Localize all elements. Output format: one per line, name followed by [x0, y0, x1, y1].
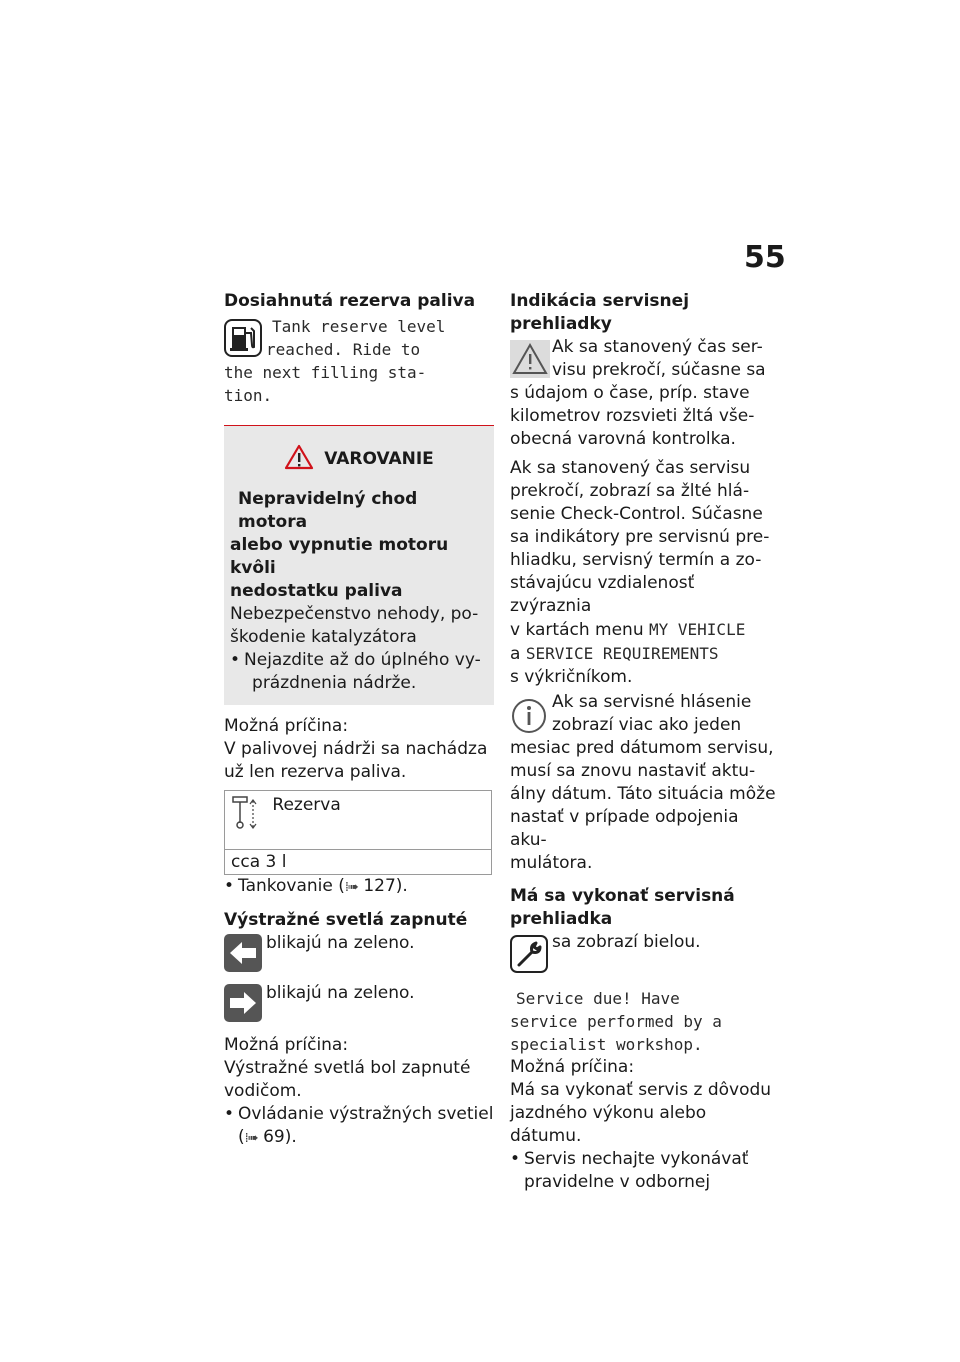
cause-label: Možná príčina:: [510, 1057, 635, 1077]
fuel-reserve-heading: Dosiahnutá rezerva paliva: [224, 291, 476, 311]
hazard-lights-heading: Výstražné svetlá zapnuté: [224, 910, 468, 930]
service-due-heading: Má sa vykonať servisná: [510, 886, 735, 906]
msg-line: service performed by a: [510, 1012, 722, 1031]
warning-triangle-icon: [284, 444, 314, 474]
reserve-label: Rezerva: [272, 795, 341, 815]
cause-text: jazdného výkonu alebo dátumu.: [510, 1103, 707, 1146]
fuel-pump-icon: [224, 319, 262, 361]
reserve-table: [224, 790, 492, 875]
page-number: 55: [744, 240, 786, 275]
reserve-value: cca 3 l: [225, 850, 492, 875]
page-ref-link[interactable]: 127).: [357, 876, 408, 896]
cause-label: Možná príčina:: [224, 716, 349, 736]
info-icon: [510, 697, 548, 739]
turn-right-icon: [224, 984, 262, 1026]
cause-text: už len rezerva paliva.: [224, 762, 407, 782]
warning-title: VAROVANIE: [324, 448, 434, 469]
left-column: [224, 290, 494, 1150]
turn-left-icon: [224, 934, 262, 976]
msg-line: the next filling sta-: [224, 363, 427, 382]
warning-text: Nebezpečenstvo nehody, po-: [230, 604, 479, 624]
msg-line: Service due! Have: [516, 989, 680, 1008]
general-warning-icon: [510, 340, 550, 382]
warning-text: škodenie katalyzátora: [230, 627, 417, 647]
right-column: Indikácia servisnej prehliadky Ak sa stanovený čas ser- visu prekročí, súčasne sa s údajom o čase, príp. stave kilometrov rozsvieti žltá vše- obecná varovná kontrolka. Ak sa stanovený čas servisu prekročí, zobrazí sa žlté hlá- senie Check-Control. Súčasne sa indikátory pre servisnú pre- hliadku, servisný termín a zo- stávajúcu vzdialenosť zvýraznia v kartách menu MY VEHICLE a SERVICE REQUIREMENTS s výkričníkom. Ak sa servisné hlásenie zobrazí viac ako jeden mesiac pred dátumom servisu, musí sa znovu nastaviť aktu- álny dátum. Táto situácia môže nastať v prípade odpojenia aku- mulátora. Má sa vykonať servisná prehliadka sa zobrazí bielou. Service due! Have service performed by a specialist workshop. Možná príčina: Má sa vykonať servis z dôvodu jazdného výkonu alebo dátumu. • Servis nechajte vykonávať pravidelne v odbornej: [510, 290, 780, 1194]
cause-label: Možná príčina:: [224, 1035, 349, 1055]
menu-name: SERVICE REQUIREMENTS: [525, 644, 719, 663]
fuel-gauge-icon: [231, 795, 259, 834]
msg-line: specialist workshop.: [510, 1035, 703, 1054]
service-due-heading: prehliadka: [510, 909, 613, 929]
msg-line: Tank reserve level: [272, 317, 446, 336]
right-signal-text: blikajú na zeleno.: [266, 983, 415, 1003]
warning-heading: alebo vypnutie motoru kvôli: [230, 535, 449, 578]
refueling-ref: • Tankovanie (⁞➠ 127).: [224, 876, 408, 896]
wrench-text: sa zobrazí bielou.: [552, 932, 701, 952]
arrow-ref-icon: ⁞➠: [344, 880, 358, 895]
msg-line: reached. Ride to: [266, 340, 421, 359]
fuel-reserve-message: [224, 315, 494, 407]
cause-text: V palivovej nádrži sa nachádza: [224, 739, 488, 759]
service-indicator-heading: Indikácia servisnej prehliadky: [510, 291, 690, 334]
cause-text: Výstražné svetlá bol zapnuté: [224, 1058, 471, 1078]
warning-heading: Nepravidelný chod motora: [238, 489, 418, 532]
info-note: Ak sa servisné hlásenie zobrazí viac ako jeden mesiac pred dátumom servisu, musí sa znovu nastaviť aktu- álny dátum. Táto situácia môže nastať v prípade odpojenia aku- mulátora.: [510, 692, 776, 873]
warning-heading: nedostatku paliva: [230, 581, 403, 601]
wrench-icon: [510, 935, 548, 977]
msg-line: tion.: [224, 386, 273, 405]
cause-text: Má sa vykonať servis z dôvodu: [510, 1080, 772, 1100]
page-ref-link[interactable]: 69).: [257, 1127, 297, 1147]
hazard-bullet: • Ovládanie výstražných svetiel (⁞➠ 69).: [224, 1104, 494, 1147]
warning-bullet: • Nejazdite až do úplného vy- prázdnenia nádrže.: [230, 650, 481, 693]
menu-name: MY VEHICLE: [649, 620, 746, 639]
cause-text: vodičom.: [224, 1081, 302, 1101]
left-signal-text: blikajú na zeleno.: [266, 933, 415, 953]
warning-box: [224, 425, 494, 705]
service-bullet: • Servis nechajte vykonávať pravidelne v odbornej: [510, 1149, 749, 1192]
arrow-ref-icon: ⁞➠: [244, 1131, 258, 1146]
